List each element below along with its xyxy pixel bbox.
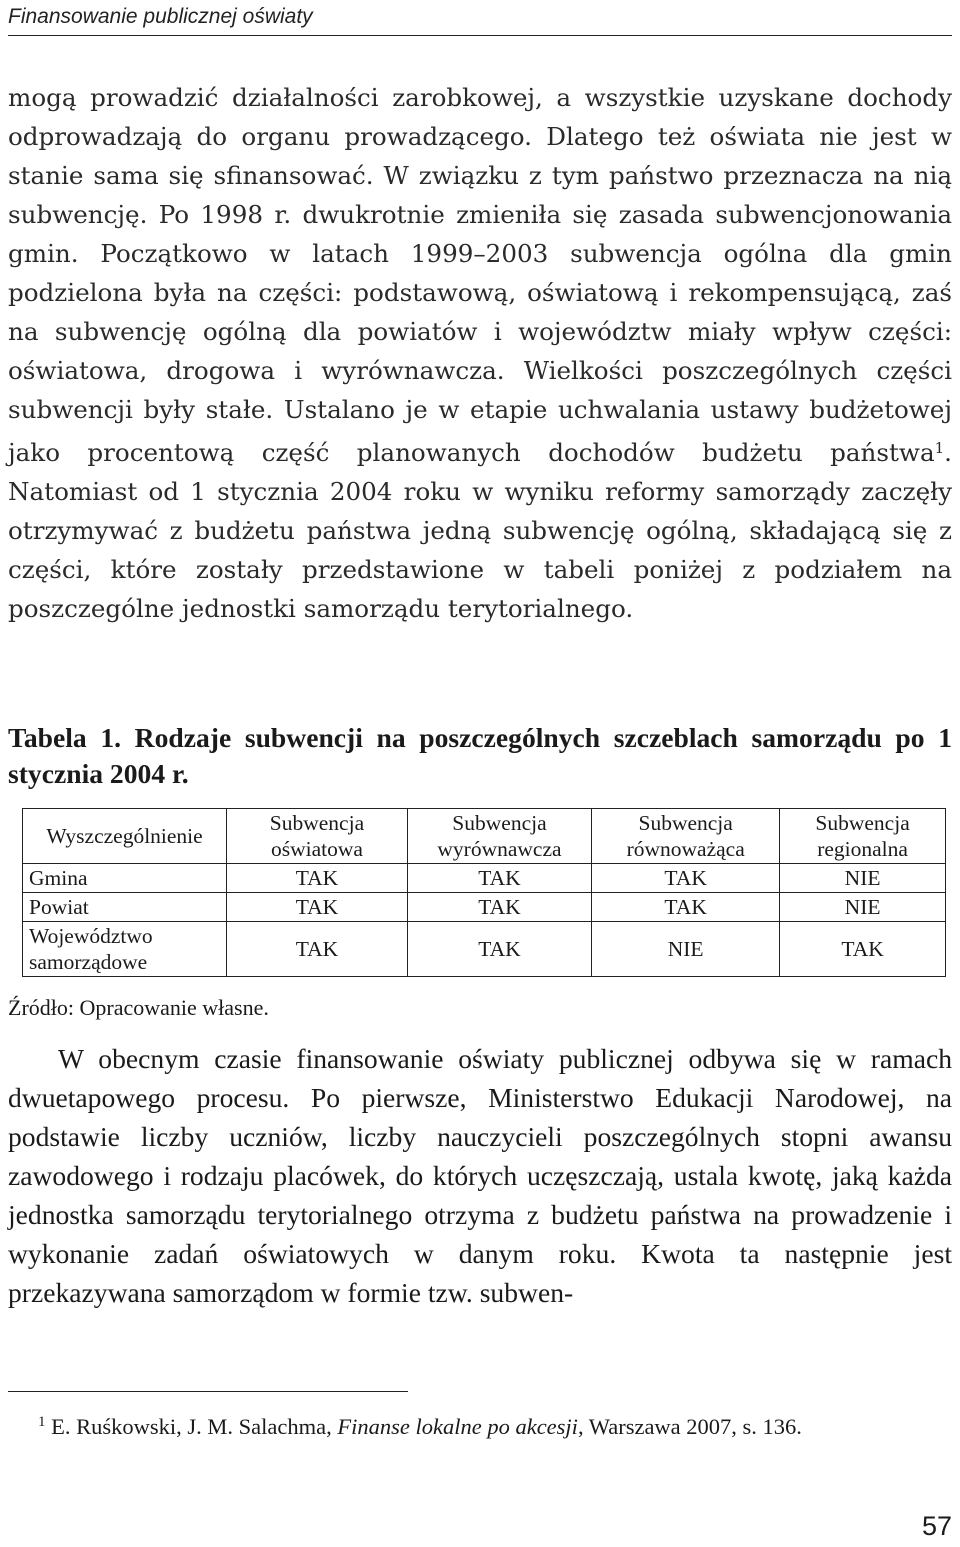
header-cell-regional xyxy=(780,809,946,864)
row-label-line: samorządowe xyxy=(29,950,148,974)
table-cell: TAK xyxy=(780,922,946,977)
header-cell-equalizing xyxy=(407,809,591,864)
footnote-book-title: Finanse lokalne po akcesji xyxy=(337,1414,578,1439)
table-cell: TAK xyxy=(407,922,591,977)
table-cell: NIE xyxy=(592,922,780,977)
header-line: wyrównawcza xyxy=(437,837,562,861)
footnote-number: 1 xyxy=(38,1414,46,1430)
header-line: regionalna xyxy=(817,837,908,861)
table-header-row xyxy=(23,809,946,864)
table-cell: TAK xyxy=(592,864,780,893)
table-caption: Tabela 1. Rodzaje subwencji na poszczególnych szczeblach samorządu po 1 stycznia 2004 r. xyxy=(8,722,952,789)
table-cell: TAK xyxy=(407,893,591,922)
table-row xyxy=(23,893,946,922)
header-line: Subwencja xyxy=(452,811,547,835)
footnote-publication: , Warszawa 2007, s. 136. xyxy=(577,1414,802,1439)
footnote-authors: E. Ruśkowski, J. M. Salachma, xyxy=(51,1414,332,1439)
table-cell: TAK xyxy=(227,893,408,922)
row-label: Powiat xyxy=(23,893,227,922)
table-row xyxy=(23,864,946,893)
table-source-note: Źródło: Opracowanie własne. xyxy=(8,995,269,1020)
footnote-reference[interactable]: 1 xyxy=(934,439,945,457)
page-number: 57 xyxy=(921,1511,952,1541)
header-line: równoważąca xyxy=(626,837,745,861)
row-label: Gmina xyxy=(23,864,227,893)
table-row xyxy=(23,922,946,977)
table-cell: NIE xyxy=(780,893,946,922)
table-cell: TAK xyxy=(592,893,780,922)
paragraph-1-text-b: . Natomiast od 1 stycznia 2004 roku w wyniku reformy samorządy zaczęły otrzymywać z budżetu państwa jedną subwencję ogólną, składającą się z części, które zostały przedstawione w tabeli poniżej z podziałem na poszczególne jednostki samorządu terytorialnego. xyxy=(8,438,952,623)
paragraph-1 xyxy=(8,78,952,628)
row-label-line: Województwo xyxy=(29,924,153,948)
header-line: oświatowa xyxy=(270,837,363,861)
paragraph-1-text-a: mogą prowadzić działalności zarobkowej, a wszystkie uzyskane dochody odprowadzają do organu prowadzącego. Dlatego też oświata nie jest w stanie sama się sfinansować. W związku z tym państwo przeznacza na nią subwencję. Po 1998 r. dwukrotnie zmieniła się zasada subwencjonowania gmin. Początkowo w latach 1999–2003 subwencja ogólna dla gmin podzielona była na części: podstawową, oświatową i rekompensującą, zaś na subwencję ogólną dla powiatów i województw miały wpływ części: oświatowa, drogowa i wyrównawcza. Wielkości poszczególnych części subwencji były stałe. Ustalano je w etapie uchwalania ustawy budżetowej jako procentową część planowanych dochodów budżetu państwa xyxy=(8,83,952,467)
header-line: Subwencja xyxy=(269,811,365,835)
row-label xyxy=(23,922,227,977)
footnote xyxy=(8,1406,952,1443)
header-line: Subwencja xyxy=(815,811,910,835)
header-line: Subwencja xyxy=(638,811,733,835)
running-header: Finansowanie publicznej oświaty xyxy=(8,2,952,36)
table-cell: NIE xyxy=(780,864,946,893)
table-cell: TAK xyxy=(227,864,408,893)
header-cell-education xyxy=(227,809,408,864)
footnote-divider xyxy=(8,1391,408,1392)
subsidy-table xyxy=(22,808,946,977)
paragraph-2: W obecnym czasie finansowanie oświaty publicznej odbywa się w ramach dwuetapowego procesu. Po pierwsze, Ministerstwo Edukacji Narodowej, na podstawie liczby uczniów, liczby nauczycieli poszczególnych stopni awansu zawodowego i rodzaju placówek, do których uczęszczają, ustala kwotę, jaką każda jednostka samorządu terytorialnego otrzyma z budżetu państwa na prowadzenie i wykonanie zadań oświatowych w danym roku. Kwota ta następnie jest przekazywana samorządom w formie tzw. subwen- xyxy=(8,1043,952,1308)
table-cell: TAK xyxy=(407,864,591,893)
header-cell-specification: Wyszczególnienie xyxy=(23,809,227,864)
table-cell: TAK xyxy=(227,922,408,977)
header-cell-balancing xyxy=(592,809,780,864)
